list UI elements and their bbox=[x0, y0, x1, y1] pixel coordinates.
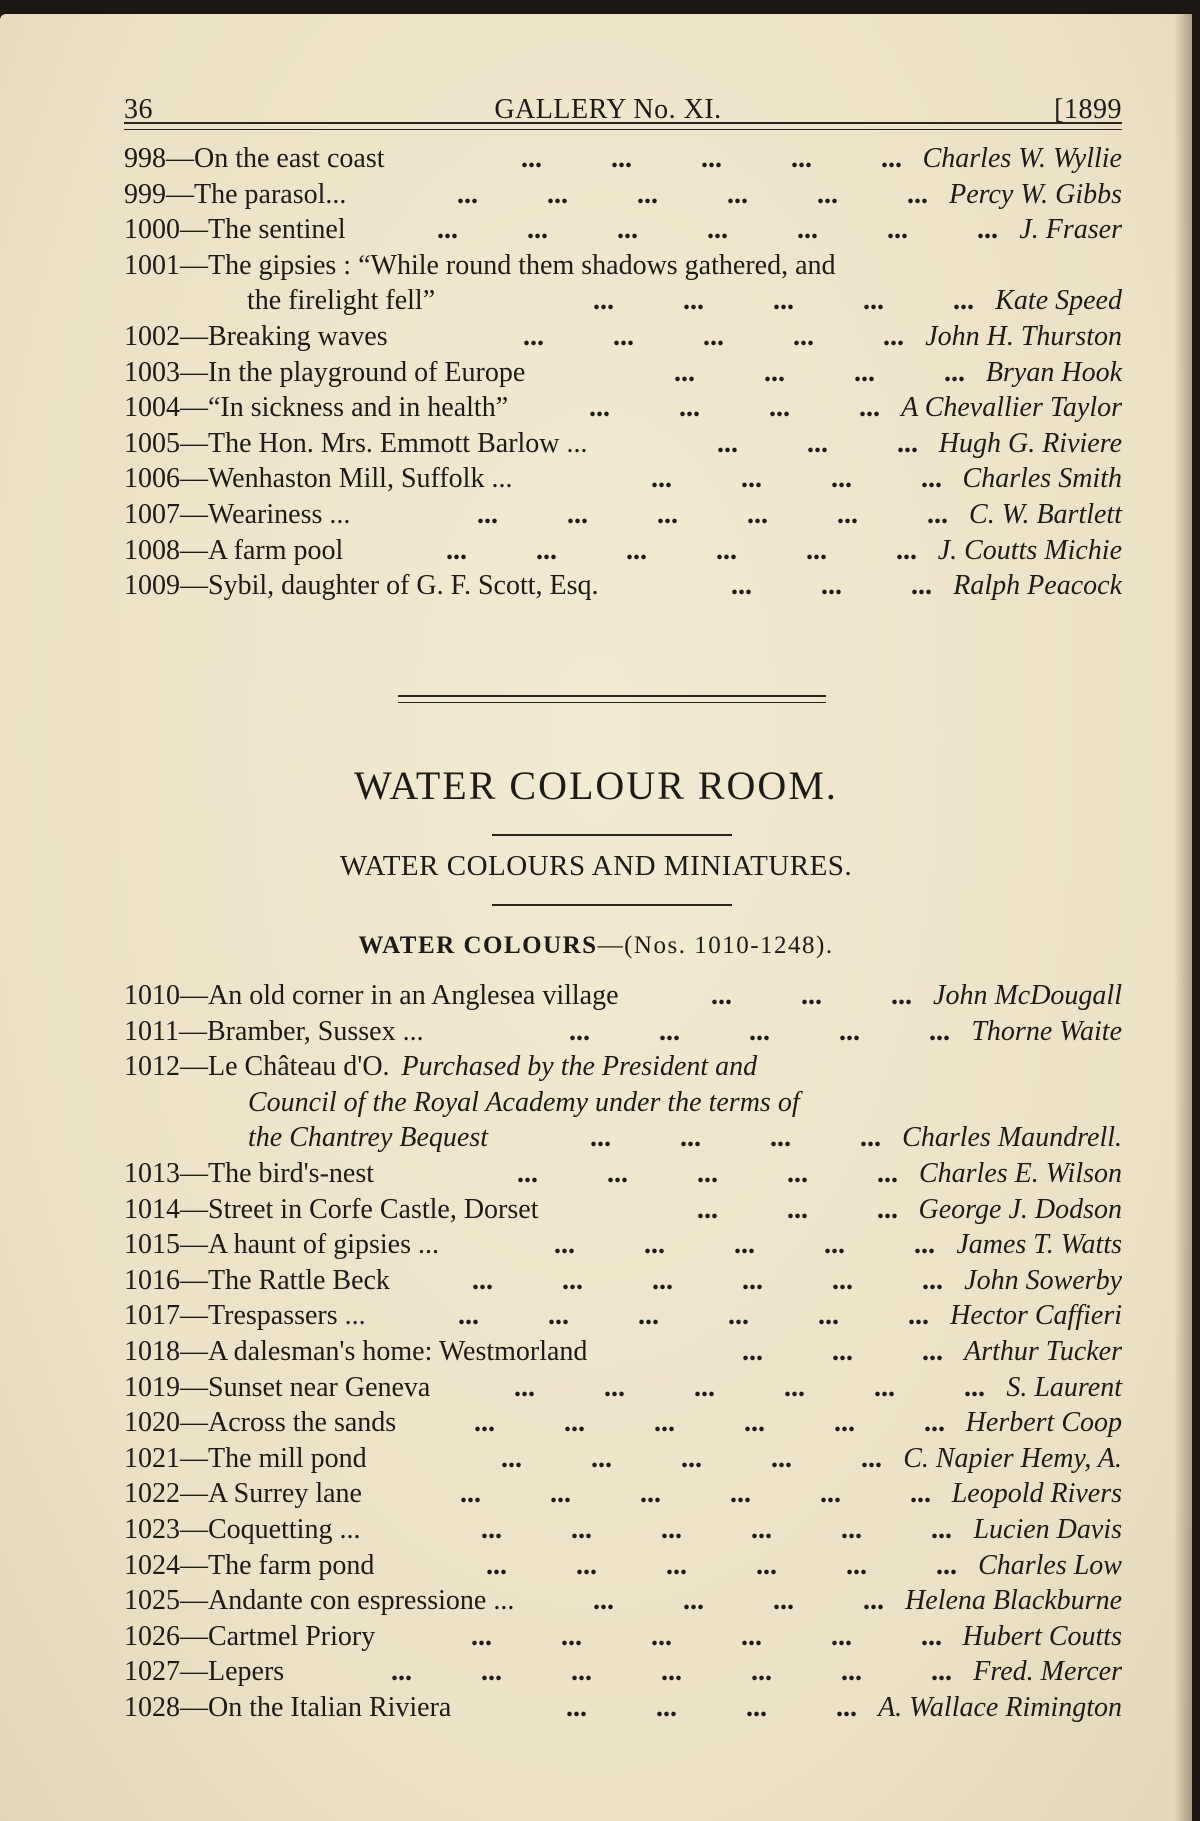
entry-label: 1008—A farm pool bbox=[124, 534, 344, 566]
entry-artist: Kate Speed bbox=[995, 285, 1122, 317]
entry-artist: A. Wallace Rimington bbox=[878, 1691, 1122, 1723]
catalogue-entry: 1014—Street in Corfe Castle, Dorset ... ... ... George J. Dodson bbox=[124, 1192, 1122, 1228]
catalogue-entry: 1015—A haunt of gipsies ... ... ... ... ... ... James T. Watts bbox=[124, 1227, 1122, 1263]
entry-number: 1002 bbox=[124, 320, 180, 352]
entry-artist: Herbert Coop bbox=[965, 1407, 1122, 1439]
entry-number: 1022 bbox=[124, 1478, 180, 1510]
entry-number: 1011 bbox=[124, 1015, 179, 1047]
entry-label: 1006—Wenhaston Mill, Suffolk ... bbox=[124, 463, 513, 495]
catalogue-entry: 1007—Weariness ... ... ... ... ... ... ... C. W. Bartlett bbox=[124, 497, 1122, 533]
entry-artist: Percy W. Gibbs bbox=[949, 178, 1122, 210]
entry-artist: Lucien Davis bbox=[973, 1513, 1122, 1545]
entry-title: Trespassers ... bbox=[208, 1300, 366, 1332]
entry-number: 1017 bbox=[124, 1300, 180, 1332]
entry-number: 1028 bbox=[124, 1691, 180, 1723]
entry-title: Lepers bbox=[208, 1656, 285, 1688]
catalogue-entry: 1024—The farm pond ... ... ... ... ... ... Charles Low bbox=[124, 1548, 1122, 1584]
entry-title: Sybil, daughter of G. F. Scott, Esq. bbox=[208, 570, 599, 602]
entry-number: 1001 bbox=[124, 249, 180, 281]
entry-title: Bramber, Sussex ... bbox=[206, 1015, 424, 1047]
catalogue-entry: 1010—An old corner in an Anglesea village ... ... ... John McDougall bbox=[124, 978, 1122, 1014]
entry-title: The gipsies : “While round them shadows gathered, and bbox=[208, 249, 836, 281]
entry-label: 1001—The gipsies : “While round them shadows gathered, and bbox=[124, 249, 836, 281]
catalogue-entry: 1026—Cartmel Priory ... ... ... ... ... ... Hubert Coutts bbox=[124, 1619, 1122, 1655]
entry-artist: Hugh G. Riviere bbox=[938, 427, 1122, 459]
entry-artist: J. Coutts Michie bbox=[937, 534, 1122, 566]
entry-artist: J. Fraser bbox=[1019, 214, 1122, 246]
entry-artist: Arthur Tucker bbox=[964, 1335, 1122, 1367]
catalogue-entry: 1017—Trespassers ... ... ... ... ... ... ... Hector Caffieri bbox=[124, 1298, 1122, 1334]
entry-artist: A Chevallier Taylor bbox=[901, 392, 1122, 424]
continuation-text: Council of the Royal Academy under the terms of bbox=[248, 1086, 800, 1118]
entry-label: 1011—Bramber, Sussex ... bbox=[124, 1015, 424, 1047]
entry-number: 998 bbox=[124, 143, 166, 174]
entry-title: An old corner in an Anglesea village bbox=[208, 980, 619, 1011]
room-title-rule bbox=[492, 834, 732, 836]
entry-artist: Ralph Peacock bbox=[953, 570, 1122, 602]
catalogue-page bbox=[0, 14, 1192, 1821]
entry-title: Andante con espressione ... bbox=[208, 1585, 515, 1617]
entry-note: Purchased by the President and bbox=[401, 1051, 758, 1083]
entry-label: 1025—Andante con espressione ... bbox=[124, 1585, 515, 1617]
entry-number: 1005 bbox=[124, 427, 180, 459]
entry-title: Sunset near Geneva bbox=[208, 1371, 431, 1403]
entry-continuation: the firelight fell” ... ... ... ... ... Kate Speed bbox=[124, 283, 1122, 319]
entry-label: 1014—Street in Corfe Castle, Dorset bbox=[124, 1193, 539, 1225]
catalogue-entry: 1008—A farm pool ... ... ... ... ... ... J. Coutts Michie bbox=[124, 533, 1122, 569]
entry-label: 1021—The mill pond bbox=[124, 1442, 367, 1474]
entry-title: The Hon. Mrs. Emmott Barlow ... bbox=[208, 427, 588, 459]
catalogue-entry: 1002—Breaking waves ... ... ... ... ... John H. Thurston bbox=[124, 319, 1122, 355]
entry-artist: Helena Blackburne bbox=[905, 1585, 1122, 1617]
entry-label: 1010—An old corner in an Anglesea village bbox=[124, 980, 619, 1011]
entry-number: 1008 bbox=[124, 534, 180, 566]
header-rule bbox=[124, 122, 1122, 130]
entry-label: 1002—Breaking waves bbox=[124, 320, 388, 352]
entry-number: 1024 bbox=[124, 1549, 180, 1581]
catalogue-entry: 1018—A dalesman's home: Westmorland ... ... ... Arthur Tucker bbox=[124, 1334, 1122, 1370]
entry-label: 1018—A dalesman's home: Westmorland bbox=[124, 1335, 588, 1367]
catalogue-entry: 1027—Lepers ... ... ... ... ... ... ... Fred. Mercer bbox=[124, 1654, 1122, 1690]
entry-number: 1027 bbox=[124, 1656, 180, 1688]
entry-title: “In sickness and in health” bbox=[208, 392, 509, 424]
entry-title: On the Italian Riviera bbox=[208, 1691, 452, 1723]
entry-title: The mill pond bbox=[208, 1442, 367, 1474]
entry-title: Le Château d'O. bbox=[208, 1051, 390, 1083]
entry-number: 1004 bbox=[124, 392, 180, 424]
entry-label: 1019—Sunset near Geneva bbox=[124, 1371, 431, 1403]
catalogue-entry: 1004—“In sickness and in health” ... ... ... ... A Chevallier Taylor bbox=[124, 390, 1122, 426]
section-heading bbox=[0, 932, 1192, 960]
entry-title: The bird's-nest bbox=[208, 1157, 375, 1189]
entry-title: The sentinel bbox=[208, 214, 346, 246]
entry-label: 1026—Cartmel Priory bbox=[124, 1620, 376, 1652]
section-divider bbox=[398, 695, 826, 703]
section-heading-range: —(Nos. 1010-1248). bbox=[597, 932, 834, 959]
catalogue-entry: 1000—The sentinel ... ... ... ... ... ... ... J. Fraser bbox=[124, 212, 1122, 248]
entry-title: A dalesman's home: Westmorland bbox=[208, 1335, 588, 1367]
entry-artist: Hubert Coutts bbox=[962, 1620, 1122, 1652]
entry-number: 1019 bbox=[124, 1371, 180, 1403]
entry-artist: John H. Thurston bbox=[925, 320, 1122, 352]
entry-label: 1023—Coquetting ... bbox=[124, 1513, 361, 1545]
entry-artist: Charles E. Wilson bbox=[918, 1157, 1122, 1189]
entry-title: Cartmel Priory bbox=[208, 1620, 376, 1652]
entry-number: 1003 bbox=[124, 356, 180, 388]
entry-label: 1020—Across the sands bbox=[124, 1407, 397, 1439]
entry-artist: Leopold Rivers bbox=[951, 1478, 1122, 1510]
entry-number: 1006 bbox=[124, 463, 180, 495]
entry-number: 1021 bbox=[124, 1442, 180, 1474]
entry-label: 998—On the east coast bbox=[124, 143, 385, 174]
section-heading-bold: WATER COLOURS bbox=[358, 932, 598, 959]
gallery-title: GALLERY No. XI. bbox=[494, 94, 722, 125]
entry-label: 1007—Weariness ... bbox=[124, 498, 351, 530]
entry-label: 1027—Lepers bbox=[124, 1656, 285, 1688]
catalogue-entry: 1019—Sunset near Geneva ... ... ... ... ... ... S. Laurent bbox=[124, 1370, 1122, 1406]
catalogue-entry: 1021—The mill pond ... ... ... ... ... C. Napier Hemy, A. bbox=[124, 1441, 1122, 1477]
entry-title: The farm pond bbox=[208, 1549, 375, 1581]
entry-artist: George J. Dodson bbox=[918, 1193, 1122, 1225]
catalogue-entry: 1013—The bird's-nest ... ... ... ... ... Charles E. Wilson bbox=[124, 1156, 1122, 1192]
room-title: WATER COLOUR ROOM. bbox=[354, 763, 838, 808]
entry-title: Wenhaston Mill, Suffolk ... bbox=[208, 463, 513, 495]
entry-label: 1009—Sybil, daughter of G. F. Scott, Esq. bbox=[124, 570, 599, 602]
entry-label: 1003—In the playground of Europe bbox=[124, 356, 526, 388]
catalogue-entry bbox=[124, 1049, 1122, 1085]
entry-title: A Surrey lane bbox=[208, 1478, 362, 1510]
entry-number: 999 bbox=[124, 178, 166, 210]
entry-artist: C. Napier Hemy, A. bbox=[903, 1442, 1122, 1474]
entry-label: 1012—Le Château d'O. Purchased by the President and bbox=[124, 1051, 758, 1083]
year-label: [1899 bbox=[1054, 94, 1122, 125]
entry-label: 1022—A Surrey lane bbox=[124, 1478, 362, 1510]
entry-label: 1024—The farm pond bbox=[124, 1549, 375, 1581]
entry-artist: John Sowerby bbox=[964, 1264, 1122, 1296]
catalogue-entry: 1023—Coquetting ... ... ... ... ... ... ... Lucien Davis bbox=[124, 1512, 1122, 1548]
entry-number: 1010 bbox=[124, 980, 180, 1011]
entry-number: 1013 bbox=[124, 1157, 180, 1189]
entry-artist: John McDougall bbox=[933, 980, 1122, 1011]
entry-number: 1020 bbox=[124, 1407, 180, 1439]
catalogue-entry: 1016—The Rattle Beck ... ... ... ... ... ... John Sowerby bbox=[124, 1263, 1122, 1299]
entry-artist: Charles Smith bbox=[962, 463, 1122, 495]
catalogue-entry: 1020—Across the sands ... ... ... ... ... ... Herbert Coop bbox=[124, 1405, 1122, 1441]
entry-artist: Charles W. Wyllie bbox=[922, 143, 1122, 174]
entry-title: Street in Corfe Castle, Dorset bbox=[208, 1193, 539, 1225]
subtitle-rule bbox=[492, 904, 732, 906]
entry-title: Across the sands bbox=[208, 1407, 397, 1439]
entry-label: 999—The parasol... bbox=[124, 178, 347, 210]
entry-artist: C. W. Bartlett bbox=[969, 498, 1122, 530]
catalogue-entry: 1011—Bramber, Sussex ... ... ... ... ... ... Thorne Waite bbox=[124, 1014, 1122, 1050]
entry-label: 1000—The sentinel bbox=[124, 214, 346, 246]
catalogue-entry: 1028—On the Italian Riviera ... ... ... ... A. Wallace Rimington bbox=[124, 1690, 1122, 1726]
catalogue-entry: 999—The parasol... ... ... ... ... ... ... Percy W. Gibbs bbox=[124, 177, 1122, 213]
entry-title: In the playground of Europe bbox=[208, 356, 526, 388]
entry-artist: Thorne Waite bbox=[971, 1015, 1122, 1047]
entry-label: 1028—On the Italian Riviera bbox=[124, 1691, 452, 1723]
entry-number: 1012 bbox=[124, 1051, 180, 1083]
entry-title: On the east coast bbox=[194, 143, 385, 174]
entry-number: 1000 bbox=[124, 214, 180, 246]
entry-title: The parasol... bbox=[194, 178, 347, 210]
entry-number: 1025 bbox=[124, 1585, 180, 1617]
entry-artist: Fred. Mercer bbox=[973, 1656, 1122, 1688]
catalogue-entry: 1006—Wenhaston Mill, Suffolk ... ... ... ... ... Charles Smith bbox=[124, 461, 1122, 497]
catalogue-entry: 1003—In the playground of Europe ... ... ... ... Bryan Hook bbox=[124, 355, 1122, 391]
gallery-entries bbox=[124, 141, 1122, 604]
catalogue-entry: 1005—The Hon. Mrs. Emmott Barlow ... ... ... ... Hugh G. Riviere bbox=[124, 426, 1122, 462]
entry-artist: S. Laurent bbox=[1006, 1371, 1122, 1403]
entry-label: 1017—Trespassers ... bbox=[124, 1300, 366, 1332]
entry-label: 1004—“In sickness and in health” bbox=[124, 392, 509, 424]
water-colour-entries bbox=[124, 978, 1122, 1725]
entry-title: Coquetting ... bbox=[208, 1513, 361, 1545]
entry-artist: Bryan Hook bbox=[985, 356, 1122, 388]
catalogue-entry: 998—On the east coast ... ... ... ... ... Charles W. Wyllie bbox=[124, 141, 1122, 177]
entry-label: 1005—The Hon. Mrs. Emmott Barlow ... bbox=[124, 427, 588, 459]
entry-number: 1014 bbox=[124, 1193, 180, 1225]
catalogue-entry bbox=[124, 248, 1122, 284]
entry-label: 1016—The Rattle Beck bbox=[124, 1264, 390, 1296]
entry-label: 1013—The bird's-nest bbox=[124, 1157, 375, 1189]
page-header bbox=[124, 80, 1122, 125]
entry-number: 1018 bbox=[124, 1335, 180, 1367]
entry-number: 1023 bbox=[124, 1513, 180, 1545]
entry-number: 1007 bbox=[124, 498, 180, 530]
continuation-text: the Chantrey Bequest bbox=[248, 1122, 489, 1154]
entry-title: A haunt of gipsies ... bbox=[208, 1229, 439, 1261]
entry-artist: Charles Low bbox=[978, 1549, 1122, 1581]
entry-title: A farm pool bbox=[208, 534, 344, 566]
continuation-text: the firelight fell” bbox=[247, 285, 436, 317]
catalogue-entry: 1025—Andante con espressione ... ... ... ... ... Helena Blackburne bbox=[124, 1583, 1122, 1619]
entry-artist: James T. Watts bbox=[956, 1229, 1122, 1261]
room-subtitle: WATER COLOURS AND MINIATURES. bbox=[339, 850, 853, 882]
entry-number: 1026 bbox=[124, 1620, 180, 1652]
entry-title: The Rattle Beck bbox=[208, 1264, 390, 1296]
entry-label: 1015—A haunt of gipsies ... bbox=[124, 1229, 439, 1261]
entry-artist: Hector Caffieri bbox=[950, 1300, 1122, 1332]
entry-artist: Charles Maundrell. bbox=[902, 1122, 1122, 1154]
entry-title: Weariness ... bbox=[208, 498, 351, 530]
entry-title: Breaking waves bbox=[208, 320, 388, 352]
entry-continuation bbox=[124, 1085, 1122, 1121]
entry-number: 1015 bbox=[124, 1229, 180, 1261]
entry-number: 1009 bbox=[124, 570, 180, 602]
catalogue-entry: 1009—Sybil, daughter of G. F. Scott, Esq. ... ... ... Ralph Peacock bbox=[124, 568, 1122, 604]
page-number: 36 bbox=[124, 94, 153, 125]
entry-continuation: the Chantrey Bequest ... ... ... ... Charles Maundrell. bbox=[124, 1120, 1122, 1156]
entry-number: 1016 bbox=[124, 1264, 180, 1296]
catalogue-entry: 1022—A Surrey lane ... ... ... ... ... ... Leopold Rivers bbox=[124, 1476, 1122, 1512]
